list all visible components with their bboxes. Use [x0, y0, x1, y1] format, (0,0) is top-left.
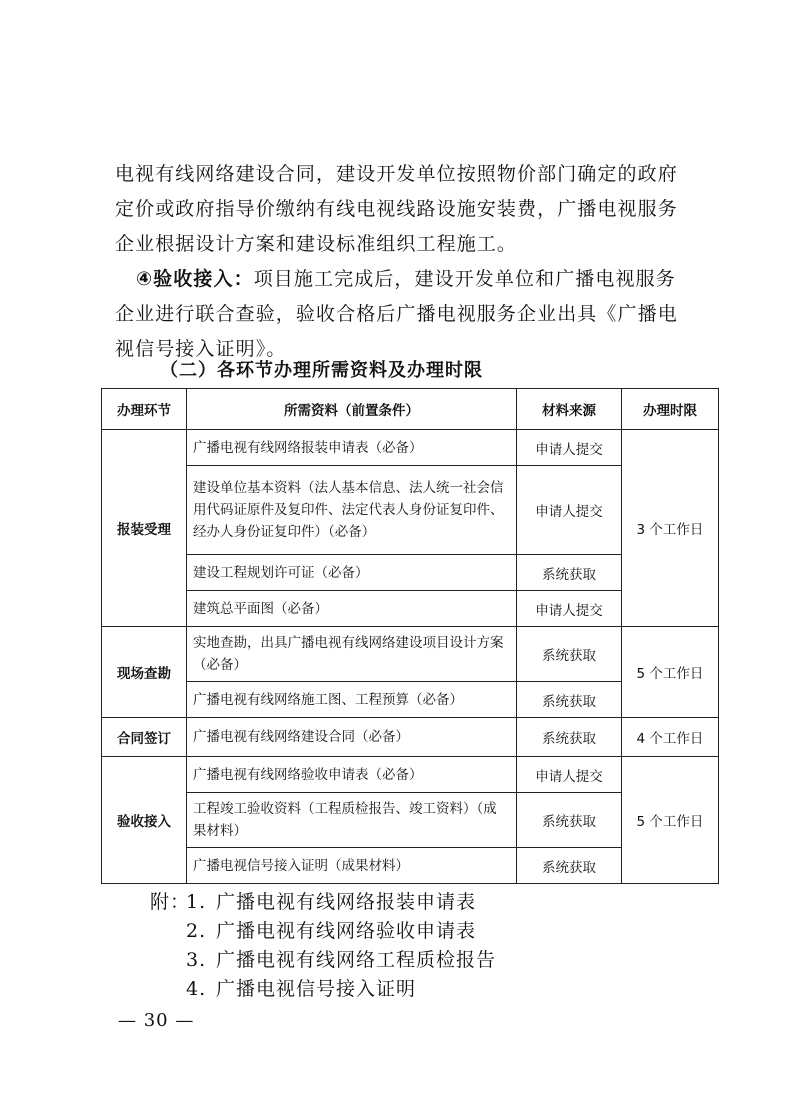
header-source: 材料来源: [517, 389, 622, 430]
list-item: [150, 975, 496, 1004]
source-cell: 申请人提交: [517, 430, 622, 466]
body-paragraph-2: [115, 262, 695, 367]
attachment-list: [150, 888, 496, 1004]
material-cell: 建筑总平面图（必备）: [187, 591, 517, 627]
stage-cell: 合同签订: [102, 718, 187, 757]
attachment-title: 广播电视信号接入证明: [216, 978, 417, 1000]
attachment-title: 广播电视有线网络验收申请表: [216, 920, 477, 942]
paragraph-lead: ④验收接入：: [136, 268, 254, 290]
attachment-number: 2.: [186, 920, 207, 942]
source-cell: 系统获取: [517, 682, 622, 718]
header-material: 所需资料（前置条件）: [187, 389, 517, 430]
source-cell: 申请人提交: [517, 591, 622, 627]
table-row: [102, 627, 719, 682]
attachment-number: 1.: [186, 891, 207, 913]
table-row: [102, 757, 719, 793]
source-cell: 系统获取: [517, 793, 622, 848]
body-paragraph-1: 电视有线网络建设合同，建设开发单位按照物价部门确定的政府定价或政府指导价缴纳有线电视线路设施安装费，广播电视服务企业根据设计方案和建设标准组织工程施工。: [115, 163, 678, 255]
material-cell: 广播电视有线网络施工图、工程预算（必备）: [187, 682, 517, 718]
attachment-title: 广播电视有线网络工程质检报告: [216, 949, 497, 971]
source-cell: 系统获取: [517, 627, 622, 682]
source-cell: 申请人提交: [517, 757, 622, 793]
stage-cell: 验收接入: [102, 757, 187, 884]
list-item: [150, 888, 496, 917]
source-cell: 系统获取: [517, 718, 622, 757]
header-stage: 办理环节: [102, 389, 187, 430]
table-header-row: [102, 389, 719, 430]
material-cell: 实地查勘，出具广播电视有线网络建设项目设计方案（必备）: [187, 627, 517, 682]
stage-cell: 报装受理: [102, 430, 187, 627]
section-heading: （二）各环节办理所需资料及办理时限: [160, 360, 483, 381]
material-cell: 广播电视有线网络建设合同（必备）: [187, 718, 517, 757]
paragraph-body: 项目施工完成后，建设开发单位和广播电视服务企业进行联合查验，验收合格后广播电视服务企业出具《广播电视信号接入证明》。: [115, 268, 678, 360]
material-cell: 广播电视有线网络验收申请表（必备）: [187, 757, 517, 793]
attachment-number: 4.: [186, 978, 207, 1000]
process-table: [101, 388, 719, 884]
time-cell: 3 个工作日: [622, 430, 719, 627]
attachment-label: 附：: [150, 891, 191, 913]
time-cell: 4 个工作日: [622, 718, 719, 757]
material-cell: 工程竣工验收资料（工程质检报告、竣工资料）（成果材料）: [187, 793, 517, 848]
page-number: — 30 —: [118, 1010, 195, 1031]
material-cell: 广播电视信号接入证明（成果材料）: [187, 848, 517, 884]
table-row: [102, 718, 719, 757]
time-cell: 5 个工作日: [622, 627, 719, 718]
table-row: [102, 430, 719, 466]
source-cell: 系统获取: [517, 848, 622, 884]
material-cell: 建设工程规划许可证（必备）: [187, 555, 517, 591]
stage-cell: 现场查勘: [102, 627, 187, 718]
source-cell: 申请人提交: [517, 466, 622, 555]
header-time: 办理时限: [622, 389, 719, 430]
material-cell: 建设单位基本资料（法人基本信息、法人统一社会信用代码证原件及复印件、法定代表人身份证复印件、经办人身份证复印件）（必备）: [187, 466, 517, 555]
attachment-number: 3.: [186, 949, 207, 971]
attachment-title: 广播电视有线网络报装申请表: [216, 891, 477, 913]
time-cell: 5 个工作日: [622, 757, 719, 884]
list-item: [150, 946, 496, 975]
source-cell: 系统获取: [517, 555, 622, 591]
list-item: [150, 917, 496, 946]
material-cell: 广播电视有线网络报装申请表（必备）: [187, 430, 517, 466]
